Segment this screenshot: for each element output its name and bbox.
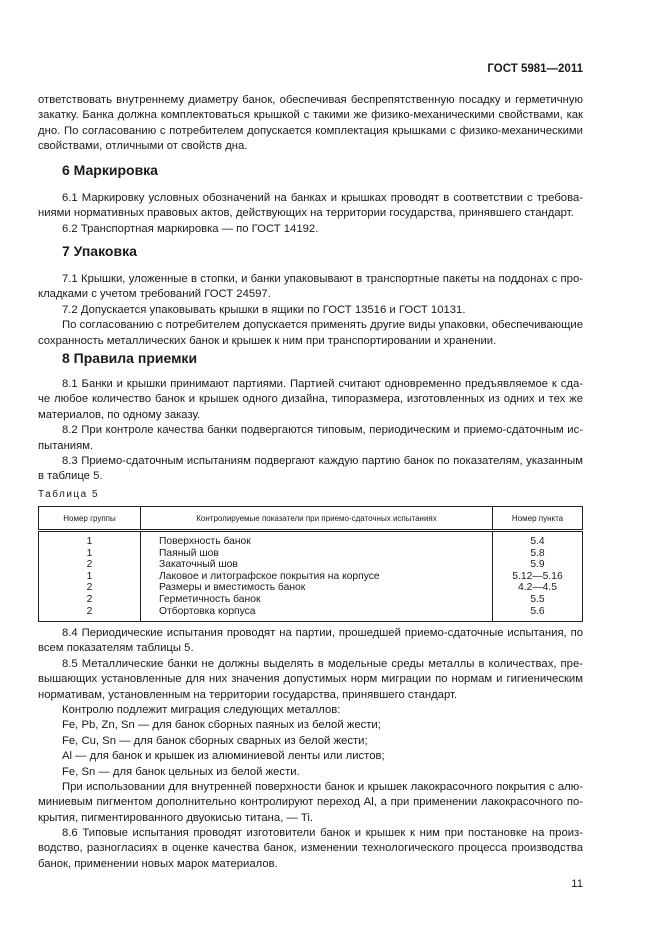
group-number-cell: 1 [86,536,93,547]
text-line: 8.2 При контроле качества банки подвергаются типовым, периодическим и приемо-сдаточным ис- [62,424,583,437]
table-row [39,606,583,622]
intro-paragraph [38,93,583,155]
clause-number-cell: 5.9 [493,559,583,571]
text-line: миниевым пигментом дополнительно контролируют переход Al, а при применении лакокрасочного по- [38,796,583,809]
text-line: 8.6 Типовые испытания проводят изготовители банок и крышек к ним при постановке на произ- [62,827,583,840]
table-row [39,594,583,606]
column-header-indicators: Контролируемые показатели при приемо-сдаточных испытаниях [141,507,493,531]
clause-number-cell: 5.6 [493,606,583,622]
group-number-cell: 1 [86,547,93,559]
text-line: свойствами, отличными от свойств дна. [38,140,248,153]
text-line: 8.4 Периодические испытания проводят на партии, прошедшей приемо-сдаточные испытания, по [62,627,583,639]
section-7-body [38,272,583,349]
text-line: При использовании для внутренней поверхности банок и крышек лакокрасочного покрытия с алю- [62,780,583,793]
text-line: 8.3 Приемо-сдаточным испытаниям подвергают каждую партию банок по показателям, указанным [62,454,583,467]
text-line: 6.1 Маркировку условных обозначений на банках и крышках проводят в соответствии с требова- [62,192,583,204]
text-line: Fe, Cu, Sn — для банок сборных сварных из белой жести; [62,734,368,747]
section-6-body [38,191,583,237]
indicator-cell: Паяный шов [141,548,493,560]
text-line: Al — для банок и крышек из алюминиевой ленты или листов; [62,750,385,763]
column-header-group-number: Номер группы [39,507,141,531]
table-row [39,559,583,571]
table-row [39,571,583,583]
text-line: Fe, Pb, Zn, Sn — для банок сборных паяных из белой жести; [62,719,381,732]
text-line: в таблице 5. [38,470,103,483]
text-line: 6.2 Транспортная маркировка — по ГОСТ 14192. [62,222,319,235]
clause-number-cell: 5.5 [493,594,583,606]
indicator-cell: Отбортовка корпуса [141,606,493,622]
table-row [39,582,583,594]
text-line: вышающих установленные для них значения допустимых норм миграции по нормам и гигиеническим [38,673,583,686]
document-id-header: ГОСТ 5981—2011 [487,63,583,75]
group-number-cell: 1 [86,570,93,582]
indicator-cell: Лаковое и литографское покрытия на корпусе [141,571,493,583]
group-number-cell: 2 [86,593,93,605]
table-5 [38,506,583,622]
text-line: закатку. Банка должна комплектоваться крышкой с такими же физико-механическими свойствами, как [38,109,583,122]
text-line: кладками с учетом требований ГОСТ 24597. [38,288,271,301]
section-6-heading: 6 Маркировка [62,162,158,178]
indicator-cell: Закаточный шов [141,559,493,571]
table-row [39,531,583,548]
text-line: дно. По согласованию с потребителем допускается комплектация крышками с физико-механическими [38,124,583,137]
page-number: 11 [571,878,583,890]
text-line: водство, разногласиях в оценке качества банок, изменении технологического процесса производства [38,842,583,855]
group-number-cell: 2 [86,582,93,594]
text-line: всем показателям таблицы 5. [38,642,194,655]
text-line: 7.2 Допускается упаковывать крышки в ящики по ГОСТ 13516 и ГОСТ 10131. [62,303,466,316]
text-line: материалов, по одному заказу. [38,408,201,421]
section-8-continued-body [38,626,583,872]
text-line: ответствовать внутреннему диаметру банок, обеспечивая беспрепятственную посадку и герметичную [38,94,583,106]
group-number-cell: 2 [86,605,93,617]
text-line: По согласованию с потребителем допускается применять другие виды упаковки, обеспечивающие [62,319,583,332]
clause-number-cell: 5.12—5.16 [493,571,583,583]
text-line: ниями нормативных правовых актов, действующих на территории государства, принявшего стандарт. [38,207,574,220]
text-line: сохранность металлических банок и крышек к ним при транспортировании и хранении. [38,334,497,347]
text-line: 7.1 Крышки, уложенные в стопки, и банки упаковывают в транспортные пакеты на поддонах с про- [62,273,583,285]
section-8-body [38,377,583,485]
text-line: 8.5 Металлические банки не должны выделять в модельные среды металлы в количествах, пре- [62,657,583,670]
table-row [39,548,583,560]
text-line: Fe, Sn — для банок цельных из белой жести. [62,765,300,778]
indicator-cell: Поверхность банок [141,531,493,548]
text-line: Контролю подлежит миграция следующих металлов: [62,703,341,716]
group-number-cell: 2 [86,559,93,571]
table-caption: Таблица 5 [38,489,100,500]
clause-number-cell: 4.2—4.5 [493,582,583,594]
text-line: нормативам, установленным на территории государства, принявшего стандарт. [38,688,458,701]
text-line: че любое количество банок и крышек одного дизайна, типоразмера, изготовленных из одних и тех же [38,393,583,406]
text-line: пытаниям. [38,439,94,452]
text-line: 8.1 Банки и крышки принимают партиями. Партией считают одновременно предъявляемое к сда- [62,378,583,390]
section-8-heading: 8 Правила приемки [62,350,198,366]
text-line: банок, применении новых марок материалов. [38,857,278,870]
clause-number-cell: 5.8 [493,548,583,560]
column-header-clause-number: Номер пункта [493,507,583,531]
indicator-cell: Размеры и вместимость банок [141,582,493,594]
indicator-cell: Герметичность банок [141,594,493,606]
text-line: крытия, пигментированного двуокисью титана, — Ti. [38,811,314,824]
clause-number-cell: 5.4 [493,531,583,548]
section-7-heading: 7 Упаковка [62,243,137,259]
